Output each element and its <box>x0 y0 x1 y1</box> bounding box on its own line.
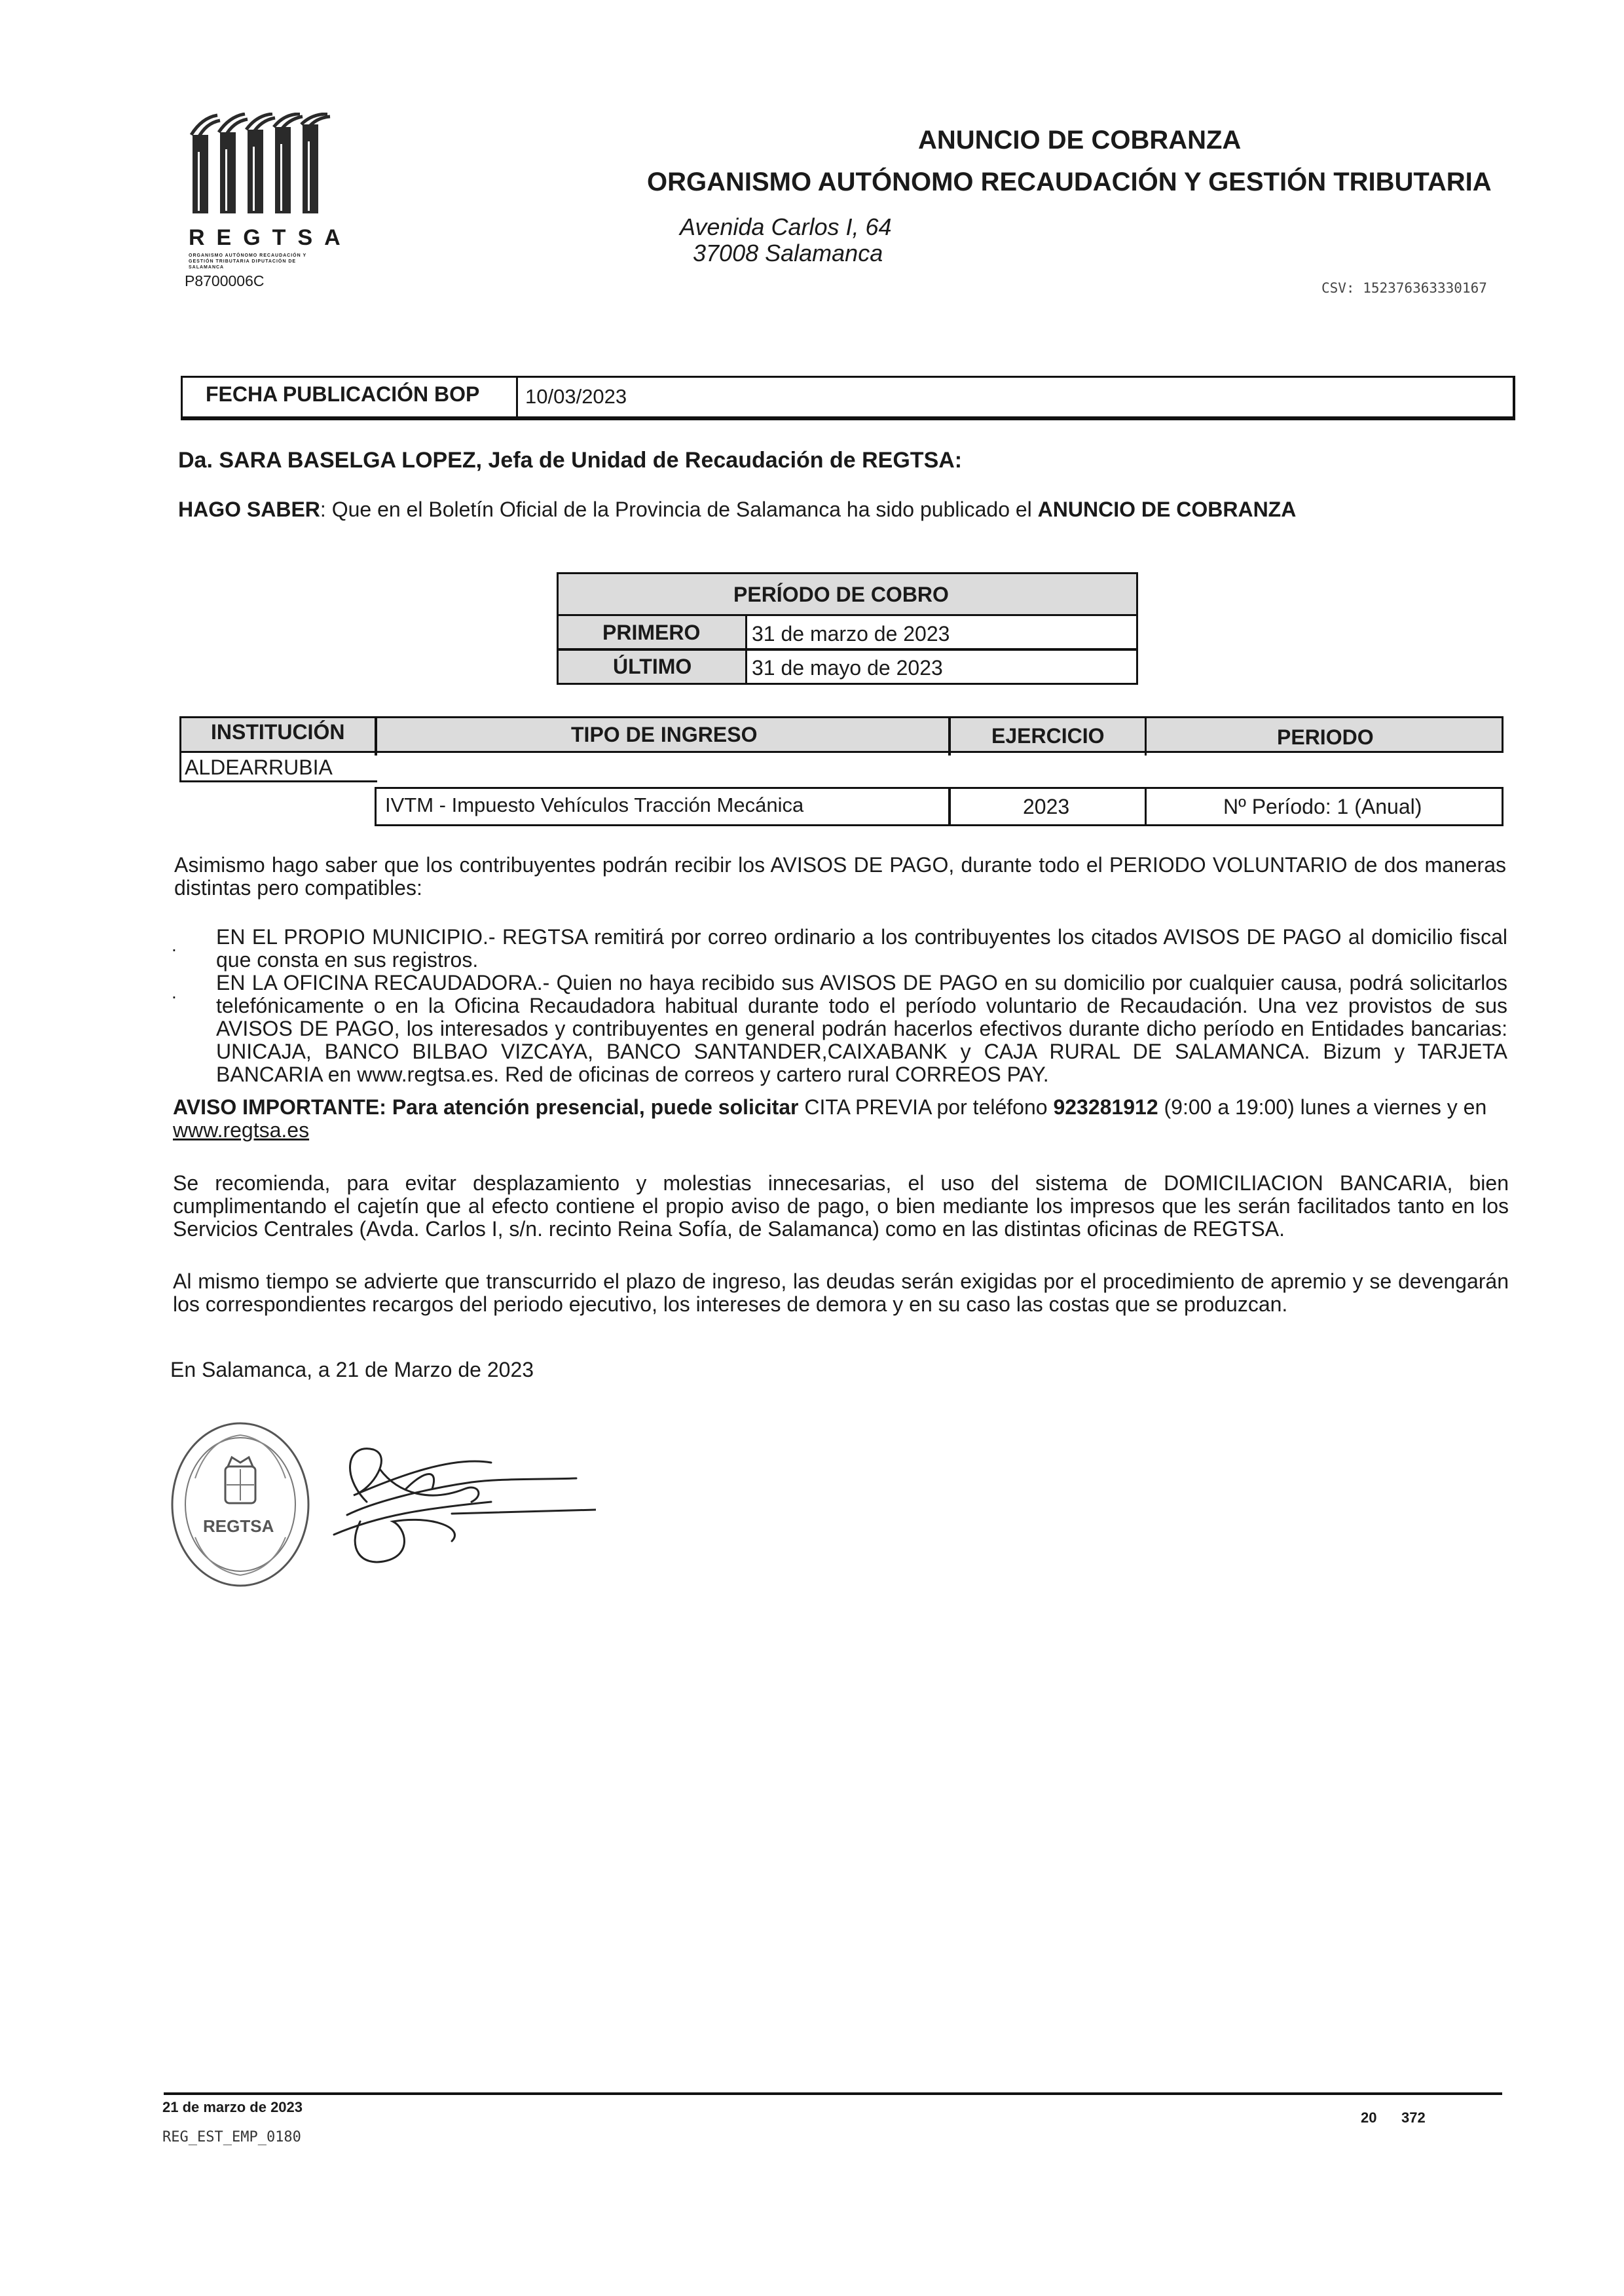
address-line-2: 37008 Salamanca <box>693 240 883 266</box>
hago-saber-line: HAGO SABER: Que en el Boletín Oficial de la Provincia de Salamanca ha sido publicado el ANUNCIO DE COBRANZA <box>178 498 1297 521</box>
table-rule <box>179 716 181 782</box>
organization-name: ORGANISMO AUTÓNOMO RECAUDACIÓN Y GESTIÓN TRIBUTARIA <box>647 168 1492 196</box>
paragraph-domiciliacion: Se recomienda, para evitar desplazamiento y molestias innecesarias, el uso del sistema de DOMICILIACION BANCARIA, bien cumplimentando el cajetín que al efecto contiene el propio aviso de pago, o bien mediante los impresos que les serán facilitados tanto en los Servicios Centrales (Avda. Carlos I, s/n. recinto Reina Sofía, de Salamanca) como en las distintas oficinas de REGTSA. <box>173 1171 1509 1241</box>
periodo-cell: Nº Período: 1 (Anual) <box>1223 795 1422 818</box>
bullet-oficina: EN LA OFICINA RECAUDADORA.- Quien no haya recibido sus AVISOS DE PAGO en su domicilio por cualquier causa, podrá solicitarlos telefónicamente o en la Oficina Recaudadora habitual durante todo el período voluntario de Recaudación. Una vez provistos de sus AVISOS DE PAGO, los interesados y contribuyentes en general podrán hacerlos efectivos durante dicho período en Entidades bancarias: UNICAJA, BANCO BILBAO VIZCAYA, BANCO SANTANDER,CAIXABANK y CAJA RURAL DE SALAMANCA. Bizum y TARJETA BANCARIA en www.regtsa.es. Red de oficinas de correos y cartero rural CORREOS PAY. <box>216 971 1507 1086</box>
periodo-primero-value: 31 de marzo de 2023 <box>752 622 950 646</box>
table-rule <box>559 614 1136 616</box>
paragraph-avisos: Asimismo hago saber que los contribuyentes podrán recibir los AVISOS DE PAGO, durante todo el PERIODO VOLUNTARIO de dos maneras distintas pero compatibles: <box>174 853 1506 900</box>
official-seal-icon <box>169 1419 312 1590</box>
paragraph-apremio: Al mismo tiempo se advierte que transcurrido el plazo de ingreso, las deudas serán exigidas por el procedimiento de apremio y se devengarán los correspondientes recargos del periodo ejecutivo, los intereses de demora y en su caso las costas que se produzcan. <box>173 1269 1509 1316</box>
csv-code: CSV: 152376363330167 <box>1321 280 1487 296</box>
table-rule <box>1145 788 1147 825</box>
logo-code: P8700006C <box>185 272 265 289</box>
bop-value: 10/03/2023 <box>525 385 627 408</box>
seal-text: REGTSA <box>203 1516 274 1536</box>
footer-rule <box>164 2092 1502 2095</box>
ejercicio-cell: 2023 <box>1023 795 1070 818</box>
table-rule <box>1145 718 1147 756</box>
signatory-line: Da. SARA BASELGA LOPEZ, Jefa de Unidad de Recaudación de REGTSA: <box>178 448 963 473</box>
table-rule <box>745 615 747 683</box>
periodo-primero-label: PRIMERO <box>602 621 701 644</box>
footer-page-1: 20 <box>1361 2109 1377 2126</box>
footer-date: 21 de marzo de 2023 <box>162 2099 303 2115</box>
regtsa-logo-icon <box>189 113 334 221</box>
document-title: ANUNCIO DE COBRANZA <box>918 126 1242 155</box>
table-rule <box>179 780 377 782</box>
tipo-ingreso-cell: IVTM - Impuesto Vehículos Tracción Mecánica <box>385 793 804 816</box>
bullet-municipio: EN EL PROPIO MUNICIPIO.- REGTSA remitirá por correo ordinario a los contribuyentes los citados AVISOS DE PAGO al domicilio fiscal que consta en sus registros. <box>216 925 1507 972</box>
table-rule <box>948 788 951 825</box>
place-date: En Salamanca, a 21 de Marzo de 2023 <box>170 1358 534 1381</box>
regtsa-link[interactable]: www.regtsa.es <box>173 1118 310 1142</box>
bop-label: FECHA PUBLICACIÓN BOP <box>206 382 480 406</box>
periodo-cobro-header: PERÍODO DE COBRO <box>733 583 949 606</box>
col-header-institucion: INSTITUCIÓN <box>211 720 345 744</box>
table-rule <box>559 648 1136 651</box>
footer-code: REG_EST_EMP_0180 <box>162 2129 301 2145</box>
signature-icon <box>321 1430 596 1583</box>
logo-subtitle: ORGANISMO AUTÓNOMO RECAUDACIÓN Y GESTIÓN TRIBUTARIA DIPUTACIÓN DE SALAMANCA <box>189 253 307 270</box>
table-rule <box>948 718 951 756</box>
table-rule <box>375 718 377 756</box>
bop-separator <box>516 377 518 418</box>
address-line-1: Avenida Carlos I, 64 <box>680 213 892 240</box>
institucion-cell: ALDEARRUBIA <box>185 756 333 779</box>
col-header-ejercicio: EJERCICIO <box>991 724 1105 748</box>
logo-wordmark: REGTSA <box>189 225 352 250</box>
periodo-ultimo-value: 31 de mayo de 2023 <box>752 656 943 680</box>
aviso-importante: AVISO IMPORTANTE: Para atención presencial, puede solicitar CITA PREVIA por teléfono 923281912 (9:00 a 19:00) lunes a viernes y en www.regtsa.es <box>173 1095 1487 1142</box>
bullet-mark: . <box>172 935 177 955</box>
footer-page-2: 372 <box>1401 2109 1426 2126</box>
col-header-periodo: PERIODO <box>1277 725 1374 749</box>
periodo-ultimo-label: ÚLTIMO <box>613 655 692 678</box>
bullet-mark: . <box>172 982 177 1002</box>
col-header-tipo: TIPO DE INGRESO <box>571 723 758 746</box>
